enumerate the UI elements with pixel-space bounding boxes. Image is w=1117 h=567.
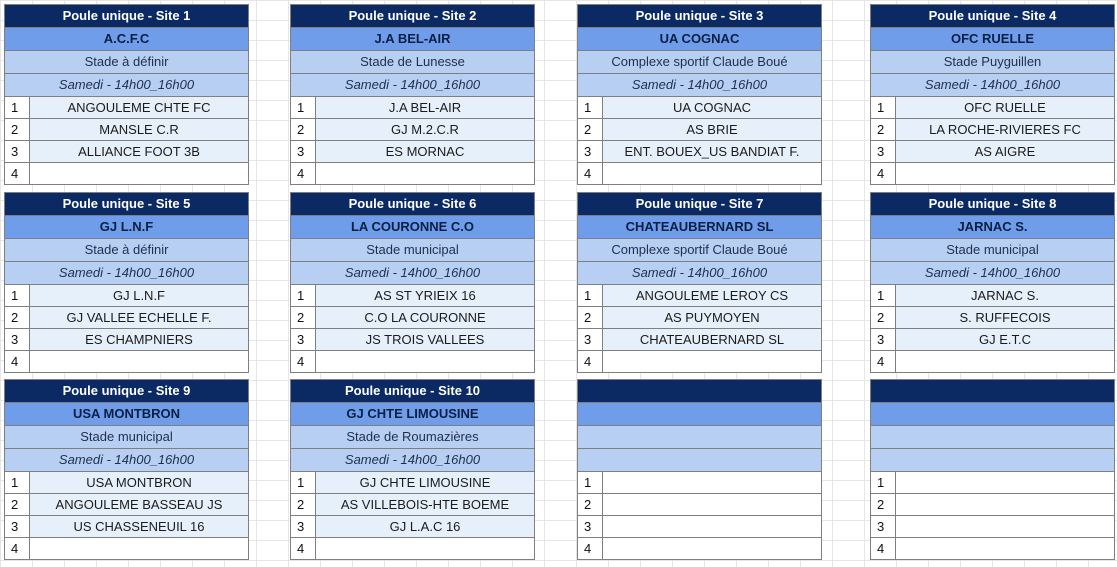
- team-cell[interactable]: [896, 494, 1114, 515]
- row-number[interactable]: 4: [578, 351, 603, 372]
- host-club[interactable]: J.A BEL-AIR: [291, 28, 534, 51]
- row-number[interactable]: 4: [291, 163, 316, 184]
- row-number[interactable]: 1: [871, 285, 896, 306]
- host-club[interactable]: LA COURONNE C.O: [291, 216, 534, 239]
- row-number[interactable]: 3: [578, 329, 603, 350]
- team-row: [578, 119, 821, 141]
- row-number[interactable]: 1: [871, 472, 896, 493]
- team-cell[interactable]: AS ST YRIEIX 16: [316, 285, 534, 306]
- host-club[interactable]: [871, 403, 1114, 426]
- stadium-name[interactable]: Stade de Roumazières: [291, 426, 534, 449]
- row-number[interactable]: 4: [578, 538, 603, 559]
- team-cell[interactable]: GJ M.2.C.R: [316, 119, 534, 140]
- team-cell[interactable]: [316, 163, 534, 184]
- stadium-name[interactable]: Stade à définir: [5, 51, 248, 74]
- stadium-name[interactable]: [578, 426, 821, 449]
- team-row: [871, 307, 1114, 329]
- team-cell[interactable]: C.O LA COURONNE: [316, 307, 534, 328]
- team-row: [871, 329, 1114, 351]
- host-club[interactable]: [578, 403, 821, 426]
- team-cell[interactable]: J.A BEL-AIR: [316, 97, 534, 118]
- row-number[interactable]: 1: [871, 97, 896, 118]
- row-number[interactable]: 2: [291, 307, 316, 328]
- team-cell[interactable]: OFC RUELLE: [896, 97, 1114, 118]
- stadium-name[interactable]: Stade Puyguillen: [871, 51, 1114, 74]
- site-header[interactable]: Poule unique - Site 8: [871, 193, 1114, 216]
- team-row: [5, 119, 248, 141]
- row-number[interactable]: 2: [871, 307, 896, 328]
- team-row: [291, 494, 534, 516]
- team-cell[interactable]: ANGOULEME BASSEAU JS: [30, 494, 248, 515]
- team-row: [291, 516, 534, 538]
- team-cell[interactable]: JS TROIS VALLEES: [316, 329, 534, 350]
- schedule[interactable]: Samedi - 14h00_16h00: [291, 74, 534, 97]
- team-cell[interactable]: AS PUYMOYEN: [603, 307, 821, 328]
- team-row: [5, 494, 248, 516]
- row-number[interactable]: 2: [291, 494, 316, 515]
- team-cell[interactable]: MANSLE C.R: [30, 119, 248, 140]
- stadium-name[interactable]: Stade municipal: [5, 426, 248, 449]
- team-cell[interactable]: AS BRIE: [603, 119, 821, 140]
- team-cell[interactable]: [30, 163, 248, 184]
- row-number[interactable]: 1: [578, 285, 603, 306]
- row-number[interactable]: 3: [5, 329, 30, 350]
- team-cell[interactable]: [896, 472, 1114, 493]
- stadium-name[interactable]: Stade municipal: [291, 239, 534, 262]
- team-cell[interactable]: ANGOULEME LEROY CS: [603, 285, 821, 306]
- stadium-name[interactable]: Complexe sportif Claude Boué: [578, 51, 821, 74]
- site-card-4: [870, 4, 1115, 185]
- row-number[interactable]: 4: [5, 351, 30, 372]
- team-cell[interactable]: GJ VALLEE ECHELLE F.: [30, 307, 248, 328]
- site-header[interactable]: Poule unique - Site 9: [5, 380, 248, 403]
- row-number[interactable]: 3: [291, 516, 316, 537]
- site-header[interactable]: Poule unique - Site 6: [291, 193, 534, 216]
- team-row: [5, 97, 248, 119]
- site-header[interactable]: Poule unique - Site 2: [291, 5, 534, 28]
- host-club[interactable]: GJ CHTE LIMOUSINE: [291, 403, 534, 426]
- team-row: [5, 307, 248, 329]
- team-cell[interactable]: [603, 516, 821, 537]
- host-club[interactable]: UA COGNAC: [578, 28, 821, 51]
- row-number[interactable]: 3: [871, 516, 896, 537]
- team-cell[interactable]: JARNAC S.: [896, 285, 1114, 306]
- schedule[interactable]: Samedi - 14h00_16h00: [5, 74, 248, 97]
- row-number[interactable]: 4: [578, 163, 603, 184]
- team-row: [578, 163, 821, 184]
- team-row: [871, 285, 1114, 307]
- team-cell[interactable]: [603, 472, 821, 493]
- team-row: [5, 472, 248, 494]
- row-number[interactable]: 4: [871, 351, 896, 372]
- team-cell[interactable]: AS AIGRE: [896, 141, 1114, 162]
- schedule[interactable]: Samedi - 14h00_16h00: [291, 262, 534, 285]
- team-row: [871, 516, 1114, 538]
- stadium-name[interactable]: Stade à définir: [5, 239, 248, 262]
- team-row: [291, 141, 534, 163]
- team-row: [5, 538, 248, 559]
- team-cell[interactable]: CHATEAUBERNARD SL: [603, 329, 821, 350]
- row-number[interactable]: 3: [871, 329, 896, 350]
- team-row: [578, 516, 821, 538]
- team-cell[interactable]: ES CHAMPNIERS: [30, 329, 248, 350]
- row-number[interactable]: 4: [871, 538, 896, 559]
- team-cell[interactable]: ALLIANCE FOOT 3B: [30, 141, 248, 162]
- team-row: [5, 516, 248, 538]
- site-header[interactable]: Poule unique - Site 7: [578, 193, 821, 216]
- row-number[interactable]: 4: [5, 538, 30, 559]
- team-row: [578, 97, 821, 119]
- site-header[interactable]: [871, 380, 1114, 403]
- team-cell[interactable]: [603, 163, 821, 184]
- row-number[interactable]: 3: [5, 141, 30, 162]
- team-row: [578, 538, 821, 559]
- team-cell[interactable]: ANGOULEME CHTE FC: [30, 97, 248, 118]
- site-header[interactable]: Poule unique - Site 10: [291, 380, 534, 403]
- row-number[interactable]: 1: [578, 472, 603, 493]
- schedule[interactable]: Samedi - 14h00_16h00: [5, 449, 248, 472]
- host-club[interactable]: JARNAC S.: [871, 216, 1114, 239]
- schedule[interactable]: Samedi - 14h00_16h00: [578, 74, 821, 97]
- host-club[interactable]: OFC RUELLE: [871, 28, 1114, 51]
- host-club[interactable]: GJ L.N.F: [5, 216, 248, 239]
- team-cell[interactable]: [896, 163, 1114, 184]
- site-card-2: [290, 4, 535, 185]
- team-cell[interactable]: ENT. BOUEX_US BANDIAT F.: [603, 141, 821, 162]
- team-row: [578, 329, 821, 351]
- row-number[interactable]: 3: [291, 141, 316, 162]
- row-number[interactable]: 2: [5, 307, 30, 328]
- team-row: [291, 163, 534, 184]
- team-cell[interactable]: UA COGNAC: [603, 97, 821, 118]
- row-number[interactable]: 3: [5, 516, 30, 537]
- team-row: [5, 329, 248, 351]
- site-header[interactable]: [578, 380, 821, 403]
- row-number[interactable]: 4: [291, 538, 316, 559]
- site-header[interactable]: Poule unique - Site 5: [5, 193, 248, 216]
- team-cell[interactable]: [316, 538, 534, 559]
- team-row: [291, 285, 534, 307]
- row-number[interactable]: 1: [5, 472, 30, 493]
- host-club[interactable]: USA MONTBRON: [5, 403, 248, 426]
- team-cell[interactable]: GJ L.N.F: [30, 285, 248, 306]
- schedule[interactable]: [578, 449, 821, 472]
- team-cell[interactable]: USA MONTBRON: [30, 472, 248, 493]
- site-card-6: [290, 192, 535, 373]
- site-header[interactable]: Poule unique - Site 1: [5, 5, 248, 28]
- team-row: [871, 538, 1114, 559]
- team-row: [5, 141, 248, 163]
- team-row: [871, 494, 1114, 516]
- team-cell[interactable]: [30, 538, 248, 559]
- row-number[interactable]: 3: [291, 329, 316, 350]
- site-card-5: [4, 192, 249, 373]
- team-row: [5, 285, 248, 307]
- host-club[interactable]: CHATEAUBERNARD SL: [578, 216, 821, 239]
- stadium-name[interactable]: Complexe sportif Claude Boué: [578, 239, 821, 262]
- team-row: [578, 351, 821, 372]
- stadium-name[interactable]: [871, 426, 1114, 449]
- team-row: [291, 329, 534, 351]
- site-header[interactable]: Poule unique - Site 4: [871, 5, 1114, 28]
- team-row: [5, 163, 248, 184]
- team-row: [291, 119, 534, 141]
- schedule[interactable]: Samedi - 14h00_16h00: [291, 449, 534, 472]
- site-card-3: [577, 4, 822, 185]
- row-number[interactable]: 4: [871, 163, 896, 184]
- team-cell[interactable]: LA ROCHE-RIVIERES FC: [896, 119, 1114, 140]
- row-number[interactable]: 2: [871, 119, 896, 140]
- schedule[interactable]: Samedi - 14h00_16h00: [871, 74, 1114, 97]
- schedule[interactable]: Samedi - 14h00_16h00: [871, 262, 1114, 285]
- row-number[interactable]: 2: [578, 307, 603, 328]
- site-card-1: [4, 4, 249, 185]
- team-row: [871, 351, 1114, 372]
- row-number[interactable]: 1: [5, 285, 30, 306]
- row-number[interactable]: 1: [291, 285, 316, 306]
- row-number[interactable]: 2: [578, 494, 603, 515]
- team-row: [291, 97, 534, 119]
- row-number[interactable]: 2: [5, 119, 30, 140]
- team-cell[interactable]: GJ CHTE LIMOUSINE: [316, 472, 534, 493]
- schedule[interactable]: [871, 449, 1114, 472]
- row-number[interactable]: 3: [871, 141, 896, 162]
- team-row: [578, 141, 821, 163]
- site-card-10: [290, 379, 535, 560]
- row-number[interactable]: 3: [578, 141, 603, 162]
- team-row: [871, 97, 1114, 119]
- team-row: [291, 472, 534, 494]
- team-cell[interactable]: [896, 538, 1114, 559]
- team-row: [578, 285, 821, 307]
- team-cell[interactable]: AS VILLEBOIS-HTE BOEME: [316, 494, 534, 515]
- team-row: [291, 538, 534, 559]
- team-row: [291, 351, 534, 372]
- site-card-9: [4, 379, 249, 560]
- team-cell[interactable]: US CHASSENEUIL 16: [30, 516, 248, 537]
- row-number[interactable]: 1: [291, 97, 316, 118]
- stadium-name[interactable]: Stade municipal: [871, 239, 1114, 262]
- row-number[interactable]: 1: [5, 97, 30, 118]
- row-number[interactable]: 3: [578, 516, 603, 537]
- team-row: [578, 307, 821, 329]
- team-cell[interactable]: [603, 351, 821, 372]
- team-row: [291, 307, 534, 329]
- team-cell[interactable]: [316, 351, 534, 372]
- team-cell[interactable]: ES MORNAC: [316, 141, 534, 162]
- team-row: [871, 141, 1114, 163]
- row-number[interactable]: 2: [578, 119, 603, 140]
- team-cell[interactable]: [30, 351, 248, 372]
- host-club[interactable]: A.C.F.C: [5, 28, 248, 51]
- site-card-8: [870, 192, 1115, 373]
- row-number[interactable]: 2: [5, 494, 30, 515]
- team-cell[interactable]: [896, 516, 1114, 537]
- row-number[interactable]: 2: [291, 119, 316, 140]
- team-cell[interactable]: [603, 538, 821, 559]
- team-row: [578, 494, 821, 516]
- site-card-11: [577, 379, 822, 560]
- team-row: [578, 472, 821, 494]
- team-cell[interactable]: [603, 494, 821, 515]
- site-card-12: [870, 379, 1115, 560]
- team-cell[interactable]: GJ L.A.C 16: [316, 516, 534, 537]
- site-card-7: [577, 192, 822, 373]
- team-row: [5, 351, 248, 372]
- row-number[interactable]: 4: [291, 351, 316, 372]
- team-cell[interactable]: [896, 351, 1114, 372]
- team-row: [871, 163, 1114, 184]
- row-number[interactable]: 1: [291, 472, 316, 493]
- schedule[interactable]: Samedi - 14h00_16h00: [578, 262, 821, 285]
- team-cell[interactable]: GJ E.T.C: [896, 329, 1114, 350]
- stadium-name[interactable]: Stade de Lunesse: [291, 51, 534, 74]
- site-header[interactable]: Poule unique - Site 3: [578, 5, 821, 28]
- schedule[interactable]: Samedi - 14h00_16h00: [5, 262, 248, 285]
- row-number[interactable]: 2: [871, 494, 896, 515]
- team-row: [871, 472, 1114, 494]
- team-row: [871, 119, 1114, 141]
- team-cell[interactable]: S. RUFFECOIS: [896, 307, 1114, 328]
- row-number[interactable]: 1: [578, 97, 603, 118]
- row-number[interactable]: 4: [5, 163, 30, 184]
